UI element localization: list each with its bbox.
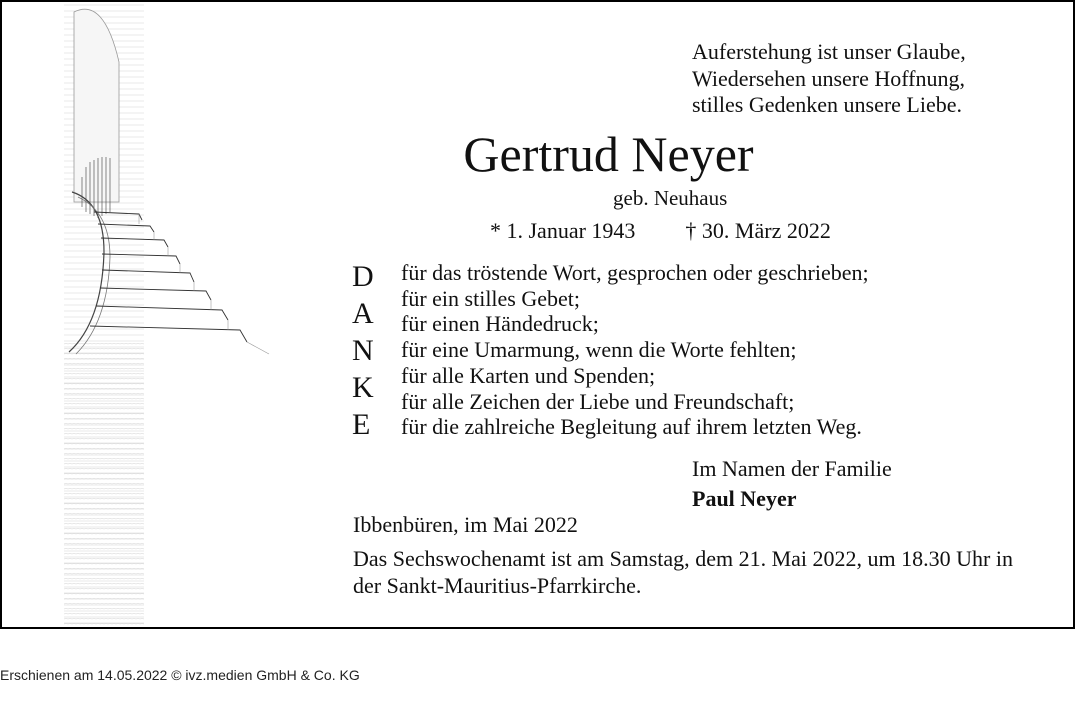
danke-letter: K — [352, 371, 374, 404]
thanks-line: für das tröstende Wort, gesprochen oder geschrieben; — [401, 260, 869, 285]
publication-footer: Erschienen am 14.05.2022 © ivz.medien GmbH & Co. KG — [0, 667, 360, 683]
motto-line: Wiedersehen unsere Hoffnung, — [692, 65, 966, 91]
thanks-line: für die zahlreiche Begleitung auf ihrem letzten Weg. — [401, 414, 862, 440]
danke-letter: A — [352, 297, 374, 330]
staircase-illustration-icon — [64, 2, 274, 627]
thanks-line: für alle Karten und Spenden; — [401, 362, 656, 388]
signature-name: Paul Neyer — [692, 486, 797, 511]
motto — [692, 39, 966, 119]
danke-letter: E — [352, 408, 371, 441]
mass-notice: Das Sechswochenamt ist am Samstag, dem 21. Mai 2022, um 18.30 Uhr in der Sankt-Mauritius-Pfarrkirche. — [353, 546, 1013, 598]
life-dates — [490, 218, 831, 244]
motto-line: Auferstehung ist unser Glaube, — [692, 39, 966, 64]
danke-letter: D — [352, 260, 374, 293]
thanks-list — [401, 260, 869, 440]
thanks-line: für alle Zeichen der Liebe und Freundschaft; — [401, 388, 795, 414]
thanks-line: für ein stilles Gebet; — [401, 285, 581, 311]
deceased-name: Gertrud Neyer — [463, 126, 754, 182]
thanks-line: für eine Umarmung, wenn die Worte fehlten; — [401, 337, 797, 363]
thanks-line: für einen Händedruck; — [401, 311, 599, 337]
birth-name: geb. Neuhaus — [613, 186, 728, 210]
danke-letter: N — [352, 334, 374, 367]
place-date: Ibbenbüren, im Mai 2022 — [353, 512, 578, 537]
death-date: † 30. März 2022 — [685, 218, 831, 243]
motto-line: stilles Gedenken unsere Liebe. — [692, 92, 963, 117]
family-intro: Im Namen der Familie — [692, 456, 892, 481]
danke-acrostic — [352, 258, 374, 443]
birth-date: * 1. Januar 1943 — [490, 218, 636, 243]
family-signature — [692, 455, 892, 513]
